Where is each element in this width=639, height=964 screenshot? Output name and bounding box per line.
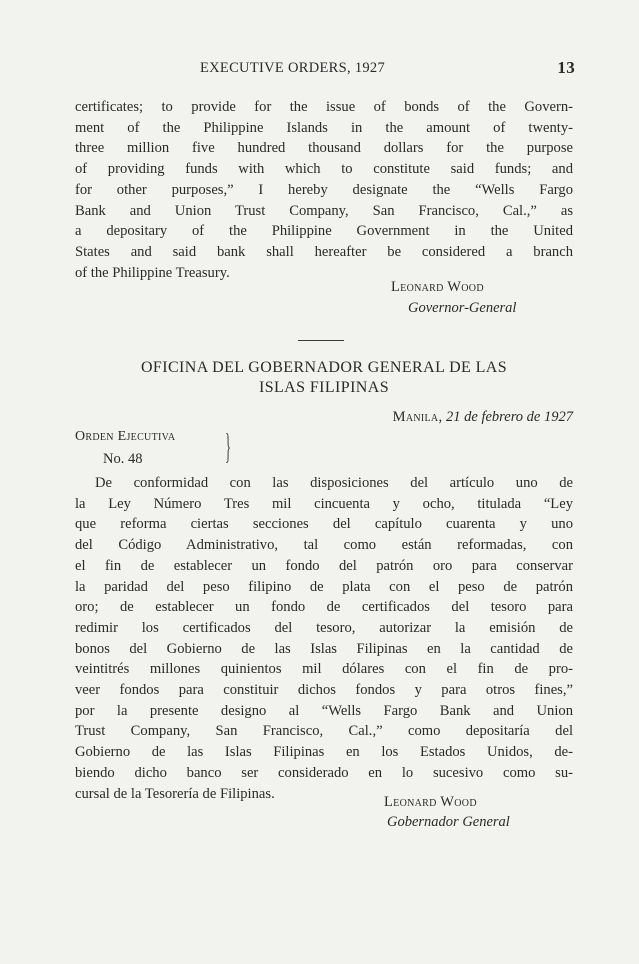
spanish-signature-title: Gobernador General: [387, 814, 510, 830]
paragraph-line: of providing funds with which to constitute said funds; and: [75, 161, 573, 178]
paragraph-line: a depositary of the Philippine Government in the United: [75, 223, 573, 240]
paragraph-line: of the Philippine Treasury.: [75, 264, 230, 281]
spanish-order-paragraph: [75, 473, 573, 804]
spanish-signature-name: Leonard Wood: [384, 794, 477, 810]
dateline-date: 21 de febrero de 1927: [446, 409, 573, 425]
paragraph-line: certificates; to provide for the issue of bonds of the Govern-: [75, 99, 573, 115]
english-signature-name: Leonard Wood: [391, 279, 484, 295]
paragraph-line: three million five hundred thousand dollars for the purpose: [75, 140, 573, 157]
dateline: [393, 409, 573, 426]
page-number: 13: [557, 58, 575, 77]
paragraph-line: Gobierno de las Islas Filipinas en los Estados Unidos, de-: [75, 744, 573, 761]
paragraph-line: por la presente designo al “Wells Fargo Bank and Union: [75, 702, 573, 719]
order-number: No. 48: [103, 451, 143, 467]
order-label: Orden Ejecutiva: [75, 429, 176, 444]
paragraph-line: States and said bank shall hereafter be considered a branch: [75, 243, 573, 260]
paragraph-line: del Código Administrativo, tal como están reformadas, con: [75, 537, 573, 554]
office-heading-line: OFICINA DEL GOBERNADOR GENERAL DE LAS: [140, 359, 508, 376]
brace-icon: }: [225, 426, 232, 466]
paragraph-line: Trust Company, San Francisco, Cal.,” como depositaría del: [75, 723, 573, 740]
paragraph-line: Bank and Union Trust Company, San Francisco, Cal.,” as: [75, 202, 573, 219]
paragraph-line: oro; de establecer un fondo de certificados del tesoro para: [75, 599, 573, 616]
paragraph-line: que reforma ciertas secciones del capítulo cuarenta y uno: [75, 516, 573, 533]
paragraph-line: cursal de la Tesorería de Filipinas.: [75, 785, 275, 802]
office-heading-line: ISLAS FILIPINAS: [258, 379, 389, 396]
paragraph-line: for other purposes,” I hereby designate the “Wells Fargo: [75, 181, 573, 198]
section-divider: [298, 340, 344, 341]
office-heading: [75, 358, 573, 398]
paragraph-line: la Ley Número Tres mil cincuenta y ocho, titulada “Ley: [75, 495, 573, 512]
english-order-paragraph: [75, 97, 573, 283]
paragraph-line: la paridad del peso filipino de plata con el peso de patrón: [75, 578, 573, 595]
running-title: EXECUTIVE ORDERS, 1927: [200, 60, 386, 76]
paragraph-line: redimir los certificados del tesoro, autorizar la emisión de: [75, 619, 573, 636]
paragraph-line: ment of the Philippine Islands in the amount of twenty-: [75, 119, 573, 136]
paragraph-line: el fin de establecer un fondo del patrón oro para conservar: [75, 557, 573, 574]
paragraph-line: bonos del Gobierno de las Islas Filipinas en la cantidad de: [75, 640, 573, 657]
paragraph-line: veer fondos para constituir dichos fondos y para otros fines,”: [75, 682, 573, 699]
paragraph-line: veintitrés millones quinientos mil dólares con el fin de pro-: [75, 661, 573, 678]
paragraph-line: De conformidad con las disposiciones del artículo uno de: [95, 475, 573, 491]
dateline-place: Manila,: [392, 409, 443, 425]
english-signature-title: Governor-General: [408, 300, 517, 316]
paragraph-line: biendo dicho banco ser considerado en lo sucesivo como su-: [75, 764, 573, 781]
